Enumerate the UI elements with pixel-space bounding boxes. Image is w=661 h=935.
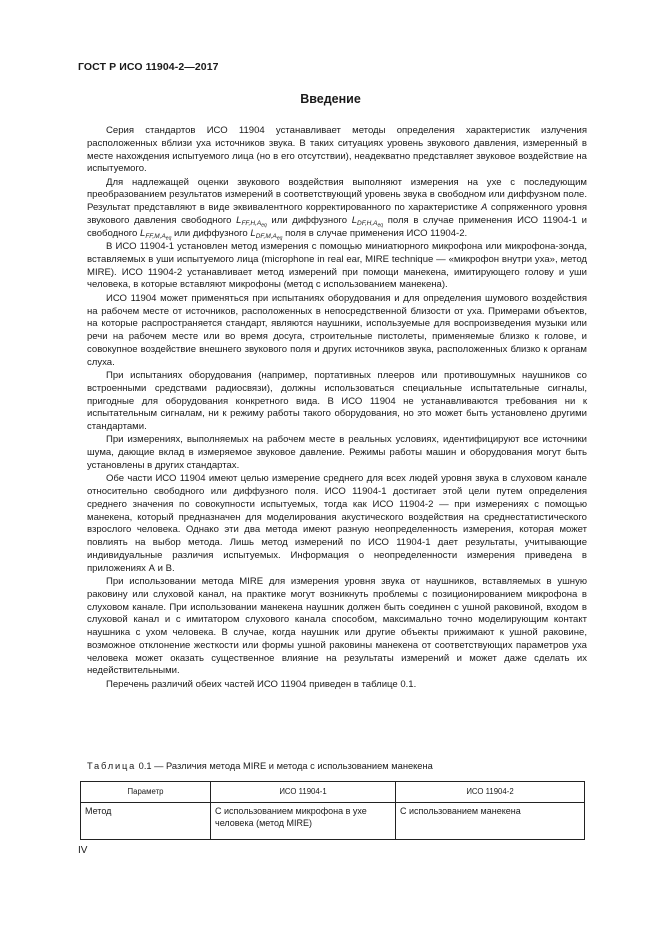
- symbol-l-ff-h: $L_{FF,H,A_{eq}}$: [236, 214, 267, 229]
- p2-letter-a: A: [481, 202, 488, 214]
- table-header-cell: ИСО 11904-1: [211, 782, 396, 803]
- paragraph-8: При использовании метода MIRE для измерения уровня звука от наушников, вставляемых в ушную раковину или слуховой канал, на практике могут возникнуть проблемы с позиционированием микрофона в слуховом канале. При использовании манекена наушник должен быть соединен с ушной раковиной, входом в слуховой канал и с имитатором слухового канала способом, максимально точно моделирующим контакт наушника с ухом человека. В случае, когда наушник или другие объекты прижимают к ушной раковине, возможное отклонение жесткости или формы ушной раковины манекена от соответствующих параметров уха человека может оказать существенное влияние на результаты измерений и может даже сделать их недействительными.: [87, 576, 587, 677]
- paragraph-5: При испытаниях оборудования (например, портативных плееров или противошумных наушников со встроенными средствами радиосвязи), должны использоваться специальные испытательные сигналы, пригодные для оборудования конкретного вида. В ИСО 11904 не устанавливаются требования ни к испытательным сигналам, ни к режиму работы такого оборудования, но это может быть установлено другими стандартами.: [87, 370, 587, 432]
- page-number: IV: [78, 845, 88, 856]
- table-cell: С использованием манекена: [396, 803, 585, 840]
- paragraph-1: Серия стандартов ИСО 11904 устанавливает методы определения характеристик излучения расположенных вблизи уха источников звука. В таких ситуациях уровень звукового давления, измеренный в месте нахождения испытуемого лица (но в его отсутствии), неадекватно представляет звуковое воздействие на испытуемого.: [87, 125, 587, 175]
- paragraph-3: В ИСО 11904-1 установлен метод измерения с помощью миниатюрного микрофона или микрофона-зонда, вставляемых в уши испытуемого лица (microphone in real ear, MIRE technique — «микрофон внутри уха», метод MIRE). ИСО 11904-2 устанавливает метод измерений при помощи манекена, имитирующего голову и уши человека, в которые вставляют микрофоны (метод с использованием манекена).: [87, 241, 587, 291]
- body-text: [87, 125, 587, 692]
- table-caption-word: Таблица: [87, 761, 137, 771]
- table-cell: Метод: [81, 803, 211, 840]
- symbol-l-ff-m: $L_{FF,M,A_{eq}}$: [140, 227, 172, 242]
- paragraph-6: При измерениях, выполняемых на рабочем месте в реальных условиях, идентифицируют все источники шума, дающие вклад в измеряемое звуковое давление. Режимы работы машин и оборудования могут быть установлены в других стандартах.: [87, 434, 587, 471]
- table-header-cell: Параметр: [81, 782, 211, 803]
- table-caption: [87, 761, 433, 771]
- p2-text-3: или диффузного: [266, 214, 352, 226]
- standard-header: ГОСТ Р ИСО 11904-2—2017: [78, 61, 219, 73]
- comparison-table: [80, 781, 585, 840]
- symbol-l-df-h: $L_{DF,H,A_{eq}}$: [351, 214, 384, 229]
- paragraph-2: [87, 177, 587, 241]
- table-row: [81, 803, 585, 840]
- table-caption-text: 0.1 — Различия метода MIRE и метода с использованием манекена: [136, 761, 433, 771]
- paragraph-9: Перечень различий обеих частей ИСО 11904 приведен в таблице 0.1.: [106, 678, 417, 690]
- symbol-l-df-m: $L_{DF,M,A_{eq}}$: [250, 227, 283, 242]
- paragraph-4: ИСО 11904 может применяться при испытаниях оборудования и для определения шумового воздействия на рабочем месте от источников, расположенных в непосредственной близости от уха. Примерами объектов, на которые распространяется стандарт, являются наушники, используемые для воспроизведения музыки или речи на рабочем месте или во время досуга, строительные пистолеты, применяемые близко к голове, и совокупное воздействие внешнего звукового поля и других источников звука, расположенных близко к органам слуха.: [87, 292, 587, 368]
- p2-text-2: сопряженного уровня звукового давления свободного: [87, 202, 588, 226]
- p2-text-6: поля в случае применения ИСО 11904-2.: [282, 227, 468, 239]
- p2-text-4: поля в случае применения ИСО 11904-1 и свободного: [87, 214, 587, 239]
- table-header-row: [81, 782, 585, 803]
- paragraph-7: Обе части ИСО 11904 имеют целью измерение среднего для всех людей уровня звука в слуховом канале относительно свободного или диффузного поля. ИСО 11904-1 достигает этой цели путем определения среднего значения по совокупности испытуемых, тогда как ИСО 11904-2 — при измерениях с помощью манекена, который предназначен для моделирования акустического воздействия на среднестатистического взрослого человека. Однако эти два метода имеют разную неопределенность измерения, которая может повлиять на выбор метода. Лишь метод измерений по ИСО 11904-1 дает результаты, учитывающие индивидуальные различия испытуемых. Информация о неопределенности измерения приведена в приложениях А и В.: [87, 473, 587, 574]
- section-title: Введение: [300, 92, 361, 106]
- p2-text-5: или диффузного: [171, 227, 251, 239]
- p2-text-1: Для надлежащей оценки звукового воздействия выполняют измерения на ухе с последующим преобразованием результатов измерений в соответствующий уровень звука в свободном или диффузном поле. Результат представляют в виде эквивалентного корректированного по характеристике: [87, 176, 587, 214]
- table-cell: С использованием микрофона в ухе человека (метод MIRE): [211, 803, 396, 840]
- table-header-cell: ИСО 11904-2: [396, 782, 585, 803]
